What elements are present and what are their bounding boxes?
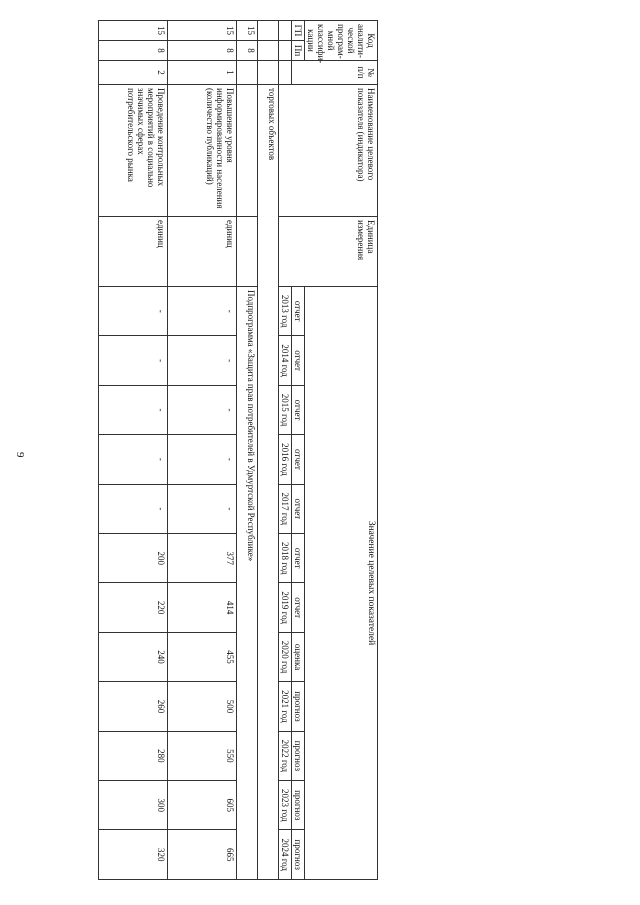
header-year-6: 2019 год xyxy=(279,583,292,632)
row-value: 605 xyxy=(168,781,237,830)
table-row xyxy=(99,21,168,880)
row-value: 260 xyxy=(99,682,168,731)
row-value: 300 xyxy=(99,781,168,830)
row-unit: единиц xyxy=(99,217,168,287)
header-year-4: 2017 год xyxy=(279,484,292,533)
row-value: 320 xyxy=(99,830,168,880)
header-status-0: отчет xyxy=(292,287,305,336)
header-status-4: отчет xyxy=(292,484,305,533)
continuation-text: торговых объектов xyxy=(258,85,279,880)
header-empty-cell xyxy=(279,61,292,85)
header-status-10: прогноз xyxy=(292,781,305,830)
row-num: 1 xyxy=(168,61,237,85)
header-unit: Единица измерения xyxy=(279,217,378,287)
row-value: - xyxy=(99,287,168,336)
rotated-document xyxy=(8,20,378,880)
header-gp: ГП xyxy=(292,21,305,41)
row-value: 665 xyxy=(168,830,237,880)
header-empty-cell xyxy=(279,21,292,41)
subprogram-gp: 15 xyxy=(237,21,258,41)
header-empty-cell xyxy=(279,41,292,61)
row-value: - xyxy=(99,484,168,533)
row-unit: единиц xyxy=(168,217,237,287)
row-gp: 15 xyxy=(168,21,237,41)
header-year-9: 2022 год xyxy=(279,731,292,780)
header-year-7: 2020 год xyxy=(279,632,292,681)
row-pp: 8 xyxy=(168,41,237,61)
header-indicator-name: Наименование целевого показателя (индикатора) xyxy=(279,85,378,217)
row-value: - xyxy=(168,435,237,484)
row-name: Проведение контрольных мероприятий в социально значимых сферах потребительского рынка xyxy=(99,85,168,217)
row-value: - xyxy=(168,287,237,336)
header-status-8: прогноз xyxy=(292,682,305,731)
header-status-5: отчет xyxy=(292,534,305,583)
row-num: 2 xyxy=(99,61,168,85)
header-status-1: отчет xyxy=(292,336,305,385)
row-value: - xyxy=(99,385,168,434)
header-status-7: оценка xyxy=(292,632,305,681)
header-pp: Пп xyxy=(292,41,305,61)
header-year-1: 2014 год xyxy=(279,336,292,385)
row-value: 240 xyxy=(99,632,168,681)
header-status-9: прогноз xyxy=(292,731,305,780)
header-status-2: отчет xyxy=(292,385,305,434)
header-values-title: Значение целевых показателей xyxy=(305,287,378,880)
row-value: 414 xyxy=(168,583,237,632)
row-value: 377 xyxy=(168,534,237,583)
subprogram-title: Подпрограмма «Защита прав потребителей в Удмуртской Республике» xyxy=(237,287,258,880)
row-pp: 8 xyxy=(99,41,168,61)
row-value: - xyxy=(99,435,168,484)
row-value: 280 xyxy=(99,731,168,780)
header-status-6: отчет xyxy=(292,583,305,632)
row-value: - xyxy=(99,336,168,385)
row-name: Повышение уровня информированности населения (количество публикаций) xyxy=(168,85,237,217)
header-year-11: 2024 год xyxy=(279,830,292,880)
row-value: - xyxy=(168,484,237,533)
row-value: 550 xyxy=(168,731,237,780)
header-year-8: 2021 год xyxy=(279,682,292,731)
row-value: - xyxy=(168,336,237,385)
header-year-5: 2018 год xyxy=(279,534,292,583)
row-value: 455 xyxy=(168,632,237,681)
header-year-3: 2016 год xyxy=(279,435,292,484)
header-status-11: прогноз xyxy=(292,830,305,880)
header-year-10: 2023 год xyxy=(279,781,292,830)
header-code: Код аналити-ческой програм-мной классифи-кации xyxy=(305,21,378,61)
indicators-table xyxy=(98,20,378,880)
row-value: 220 xyxy=(99,583,168,632)
row-value: - xyxy=(168,385,237,434)
header-year-2: 2015 год xyxy=(279,385,292,434)
header-num: № п/п xyxy=(292,61,378,85)
subprogram-pp: 8 xyxy=(237,41,258,61)
row-value: 500 xyxy=(168,682,237,731)
row-gp: 15 xyxy=(99,21,168,41)
table-row xyxy=(168,21,237,880)
header-status-3: отчет xyxy=(292,435,305,484)
header-year-0: 2013 год xyxy=(279,287,292,336)
page-number: 9 xyxy=(14,452,26,458)
row-value: 200 xyxy=(99,534,168,583)
